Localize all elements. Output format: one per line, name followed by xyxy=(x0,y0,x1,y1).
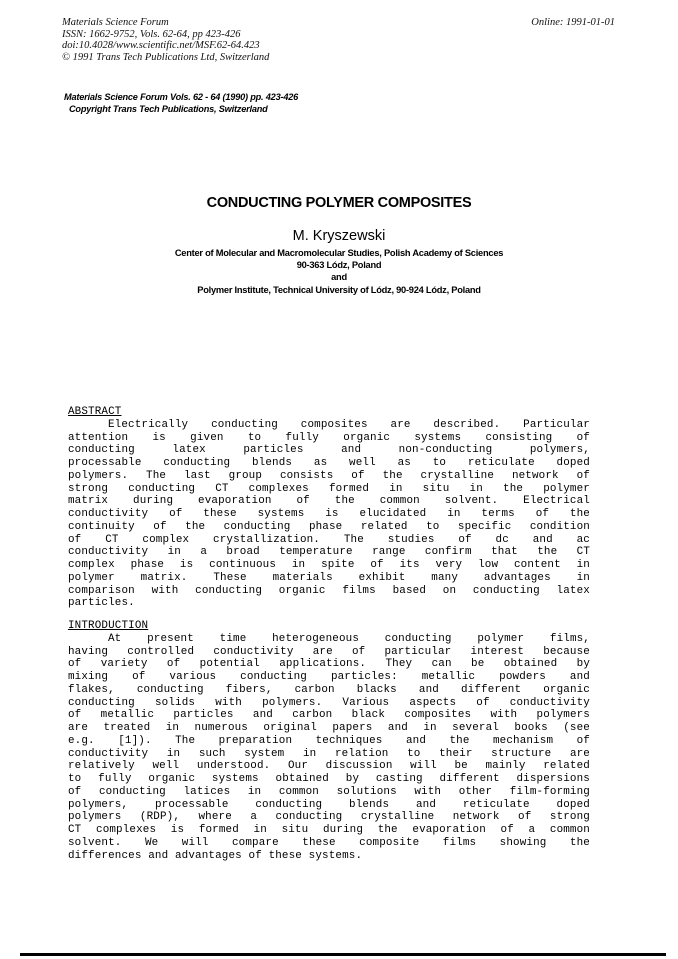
abstract-line: comparison with conducting organic films based on conducting latex xyxy=(68,584,590,597)
online-date: Online: 1991-01-01 xyxy=(531,17,615,28)
introduction-line: of metallic particles and carbon black composites with polymers xyxy=(68,709,590,722)
introduction-line: polymers, processable conducting blends and reticulate doped xyxy=(68,798,590,811)
abstract-line: strong conducting CT complexes formed in situ in the polymer xyxy=(68,482,590,495)
abstract-line: complex phase is continuous in spite of its very low content in xyxy=(68,559,590,571)
introduction-line: e.g. [1]). The preparation techniques and the mechanism of xyxy=(68,734,590,747)
abstract-line: conductivity of these systems is elucidated in terms of the xyxy=(68,508,590,520)
abstract-line: polymers. The last group consists of the crystalline network of xyxy=(68,469,590,482)
introduction-line: polymers (RDP), where a conducting crystalline network of strong xyxy=(68,811,590,824)
introduction-line: of variety of potential applications. They can be obtained by xyxy=(68,658,590,671)
abstract-line: polymer matrix. These materials exhibit many advantages in xyxy=(68,571,590,584)
introduction-line: conductivity in such system in relation to their structure are xyxy=(68,747,590,760)
introduction-line: of conducting latices in common solutions with other film-forming xyxy=(68,785,590,798)
introduction-line: to fully organic systems obtained by casting different dispersions xyxy=(68,773,590,785)
copyright-line: © 1991 Trans Tech Publications Ltd, Switzerland xyxy=(62,51,270,63)
introduction-line: are treated in numerous original papers and in several books (see xyxy=(68,722,590,734)
introduction-line: differences and advantages of these systems. xyxy=(68,849,363,862)
introduction-line: CT complexes is formed in situ during the evaporation of a common xyxy=(68,824,590,836)
affiliation-line: and xyxy=(331,272,347,283)
introduction-line: having controlled conductivity are of particular interest because xyxy=(68,645,590,658)
abstract-line: processable conducting blends as well as to reticulate doped xyxy=(68,457,590,469)
abstract-line: particles. xyxy=(68,597,135,610)
journal-name: Materials Science Forum xyxy=(62,17,169,28)
abstract-line: of CT complex crystallization. The studies of dc and ac xyxy=(68,533,590,546)
citation-line: Materials Science Forum Vols. 62 - 64 (1990) pp. 423-426 xyxy=(64,92,299,102)
publication-metadata xyxy=(62,17,269,63)
introduction-line: relatively well understood. Our discussion will be mainly related xyxy=(68,760,590,773)
introduction-line: flakes, conducting fibers, carbon blacks and different organic xyxy=(68,683,590,696)
doi-line: doi:10.4028/www.scientific.net/MSF.62-64.423 xyxy=(62,40,260,51)
affiliation-line: Polymer Institute, Technical University of Lódz, 90-924 Lódz, Poland xyxy=(197,284,481,295)
introduction-heading: INTRODUCTION xyxy=(68,620,149,632)
issn-line: ISSN: 1662-9752, Vols. 62-64, pp 423-426 xyxy=(62,28,241,40)
citation-block xyxy=(64,91,298,115)
paper-title: CONDUCTING POLYMER COMPOSITES xyxy=(206,195,472,211)
bottom-rule xyxy=(20,953,666,956)
introduction-line: At present time heterogeneous conducting polymer films, xyxy=(108,632,590,645)
abstract-line: attention is given to fully organic systems consisting of xyxy=(68,431,590,444)
introduction-section xyxy=(68,620,590,862)
abstract-line: continuity of the conducting phase related to specific condition xyxy=(68,520,590,533)
abstract-line: matrix during evaporation of the common solvent. Electrical xyxy=(68,495,590,508)
copyright-notice: Copyright Trans Tech Publications, Switzerland xyxy=(69,104,268,114)
affiliation-line: 90-363 Lódz, Poland xyxy=(296,260,382,271)
affiliation-line: Center of Molecular and Macromolecular Studies, Polish Academy of Sciences xyxy=(174,248,504,258)
abstract-heading: ABSTRACT xyxy=(68,406,122,418)
introduction-line: mixing of various conducting particles: metallic powders and xyxy=(68,671,590,683)
introduction-line: conducting solids with polymers. Various aspects of conductivity xyxy=(68,696,590,709)
abstract-section xyxy=(68,406,590,610)
abstract-line: Electrically conducting composites are described. Particular xyxy=(108,418,590,431)
affiliation-block xyxy=(0,247,678,296)
abstract-line: conducting latex particles and non-conducting polymers, xyxy=(68,444,590,457)
author-name: M. Kryszewski xyxy=(292,228,386,244)
introduction-line: solvent. We will compare these composite films showing the xyxy=(68,836,590,849)
abstract-line: conductivity in a broad temperature range confirm that the CT xyxy=(68,546,590,559)
